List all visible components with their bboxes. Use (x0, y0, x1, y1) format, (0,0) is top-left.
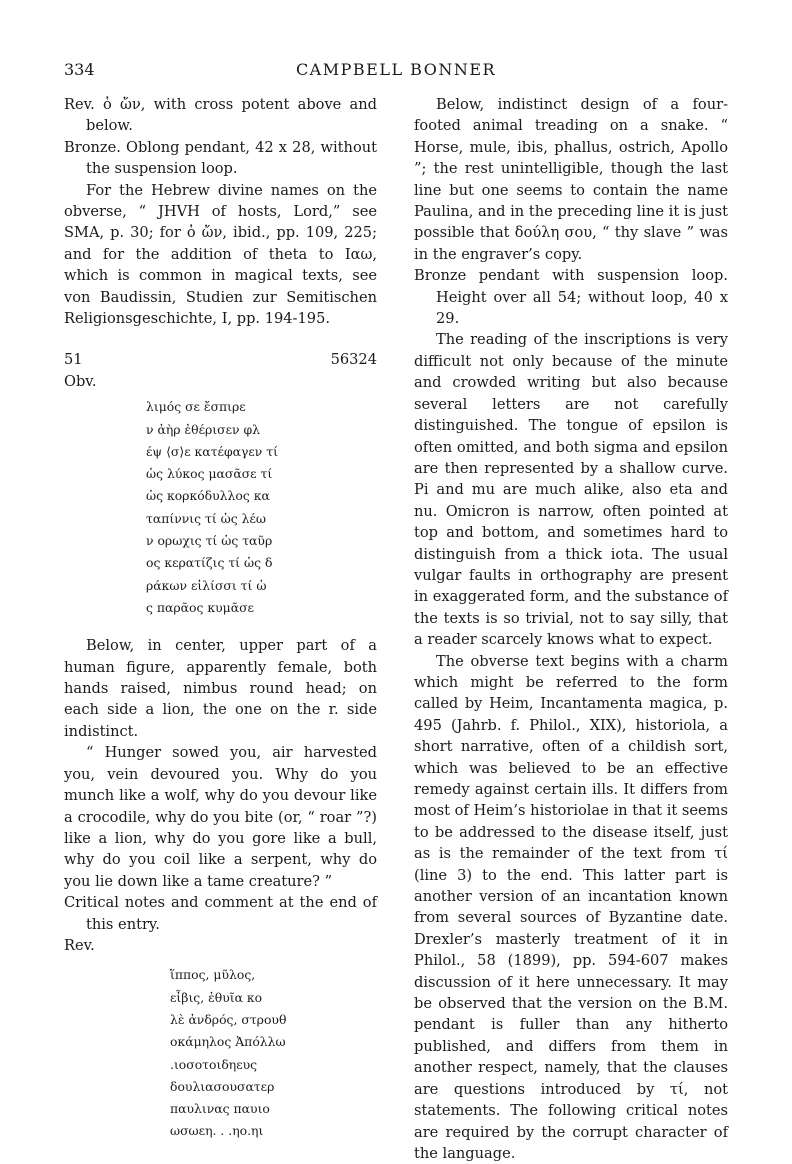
inscription-line: ν ἀὴρ ἐθέρισεν φλ (146, 421, 261, 437)
inscription-line: οκάμηλος Ἀπόλλω (170, 1034, 286, 1050)
inscription-line: .ιοσοτοιδηευς (170, 1056, 258, 1072)
paragraph: Below, in center, upper part of a human figure, apparently female, both hands raised, nimbus round head; on each side a lion, the one on the r. side indistinct. (64, 637, 377, 740)
inscription-line: ς παρᾶος κυμᾶσε (146, 599, 254, 615)
inscription-line: ράκων εἰλίσσι τί ὡ (146, 577, 267, 593)
reverse-inscription (170, 964, 377, 1142)
inscription-line: ταπίννις τί ὡς λέω (146, 510, 267, 526)
inscription-line: έψ ⟨σ⟩ε κατέφαγεν τί (146, 443, 278, 459)
inscription-line: ἵππος, μῦλος, (170, 967, 256, 983)
paragraph: For the Hebrew divine names on the obverse, “ JHVH of hosts, Lord,” see SMA, p. 30; for ὁ ὤν, ibid., pp. 109, 225; and for the addition of theta to Ιαω, which is common in magical texts, see von Baudissin, Studien zur Semitischen Religionsgeschichte, I, pp. 194-195. (64, 181, 377, 328)
left-column (64, 94, 377, 1143)
paragraph: Bronze. Oblong pendant, 42 x 28, without the suspension loop. (64, 138, 377, 178)
paragraph: The obverse text begins with a charm which might be referred to the form called by Heim, Incantamenta magica, p. 495 (Jahrb. f. Philol., XIX), historiola, a short narrative, often of a childish sort, which was believed to be an effective remedy against certain ills. It differs from most of Heim’s historiolae in that it seems to be addressed to the disease itself, just as is the remainder of the text from τί (line 3) to the end. This latter part is another version of an incantation known from several sources of Byzantine date. Drexler’s masterly treatment of it in Philol., 58 (1899), pp. 594-607 makes discussion of it here unnecessary. It may be observed that the version on the B.M. pendant is fuller than any hitherto published, and differs from them in another respect, namely, that the clauses are questions introduced by τί, not statements. The following critical notes are required by the corrupt character of the language. (414, 652, 728, 1162)
inscription-line: λιμός σε ἔσπιρε (146, 399, 246, 415)
inscription-line: ὡς κορκόδυλλος κα (146, 488, 270, 504)
obverse-label: Obv. (64, 372, 97, 390)
paragraph: Rev. ὁ ὤν, with cross potent above and below. (64, 96, 377, 135)
running-title: CAMPBELL BONNER (295, 60, 497, 79)
inscription-line: παυλινας ⁠παυιο (170, 1101, 270, 1117)
paragraph: “ Hunger sowed you, air harvested you, vein devoured you. Why do you munch like a wolf, why do you devour like a crocodile, why do you bite (or, “ roar ”?) like a lion, why do you gore like a bull, why do you coil like a serpent, why do you lie down like a tame creature? ” (64, 744, 377, 890)
paragraph: Below, indistinct design of a four-footed animal treading on a snake. “ Horse, mule, ibis, phallus, ostrich, Apollo ”; the rest unintelligible, though the last line but one seems to contain the name Paulina, and in the preceding line it is just possible that δούλη σου, “ thy slave ” was in the engraver’s copy. (414, 96, 728, 263)
paragraph: The reading of the inscriptions is very difficult not only because of the minute and crowded writing but also because several letters are not carefully distinguished. The tongue of epsilon is often omitted, and both sigma and epsilon are then represented by a shallow curve. Pi and mu are much alike, also eta and nu. Omicron is narrow, often pointed at top and bottom, and sometimes hard to distinguish from a thick iota. The usual vulgar faults in orthography are present in exaggerated form, and the substance of the texts is so trivial, not to say silly, that a reader scarcely knows what to expect. (414, 331, 728, 649)
obverse-inscription (146, 396, 377, 619)
right-column (414, 94, 728, 1164)
catalog-number: 56324 (330, 351, 377, 369)
paragraph: Critical notes and comment at the end of this entry. (64, 894, 377, 933)
reverse-label: Rev. (64, 936, 95, 954)
entry-heading (64, 349, 377, 370)
inscription-line: εἶβις, ἐθυῖα κο (170, 989, 263, 1005)
inscription-line: δουλιασουσατερ (170, 1078, 275, 1094)
paragraph: Bronze pendant with suspension loop. Height over all 54; without loop, 40 x 29. (414, 267, 728, 328)
inscription-line: ωσωεη. . .ηο.ηι (170, 1123, 264, 1139)
inscription-line: ος κερατίζις τί ὡς δ (146, 555, 273, 571)
inscription-line: ν ορωχις τί ὡς ταῦρ (146, 533, 273, 549)
inscription-line: ὡς λύκος μασᾶσε τί (146, 466, 273, 482)
entry-number: 51 (64, 351, 83, 369)
inscription-line: λὲ ἀνδρός, στρουθ (170, 1011, 287, 1027)
page-number: 334 (64, 60, 95, 79)
